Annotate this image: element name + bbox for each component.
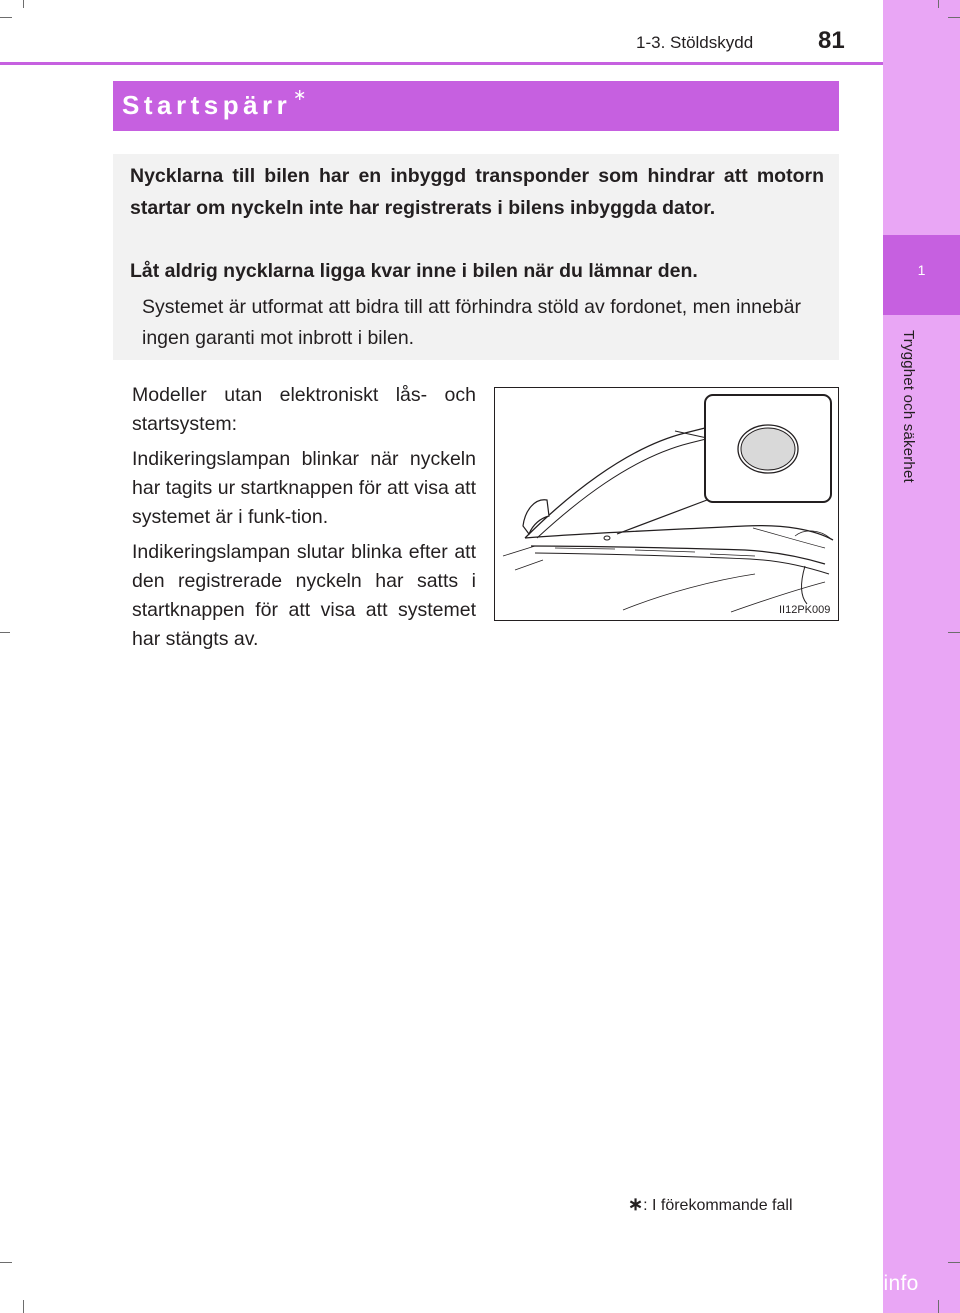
illustration-code: II12PK009 [779,604,831,616]
chapter-number-tab[interactable]: 1 [883,235,960,315]
crop-mark [0,1262,12,1263]
crop-mark [23,0,24,8]
footnote [628,1194,793,1215]
body-paragraph: Indikeringslampan slutar blinka efter att den registrerade nyckeln har satts i startknappen för att visa att systemet har stängts av. [132,541,476,650]
intro-box [113,154,839,360]
crop-mark [948,632,960,633]
page-title: Startspärr [122,90,292,120]
intro-bold-paragraph: Nycklarna till bilen har en inbyggd transponder som hindrar att motorn startar om nyckeln inte har registrerats i bilens inbyggda dator. [130,165,824,219]
body-paragraph: Indikeringslampan blinkar när nyckeln har tagits ur startknappen för att visa att systemet är i funk-tion. [132,448,476,528]
crop-mark [0,632,10,633]
crop-mark [938,1300,939,1313]
title-asterisk: ∗ [293,87,307,104]
crop-mark [938,0,939,8]
enlarged-indicator-light-icon [741,428,795,470]
chapter-title-label: Trygghet och säkerhet [900,330,917,483]
body-text-column [132,381,476,660]
intro-warning-paragraph: Låt aldrig nycklarna ligga kvar inne i bilen när du lämnar den. [130,260,698,282]
crop-mark [948,1262,960,1263]
body-paragraph: Modeller utan elektroniskt lås- och startsystem: [132,384,476,435]
dashboard-lower-line [535,553,829,574]
crop-mark [23,1300,24,1313]
indicator-light-icon [604,536,610,540]
section-title: 1-3. Stöldskydd [636,33,754,52]
crop-mark [0,17,12,18]
page-number: 81 [818,27,845,54]
windshield-frame-line [525,428,705,538]
windshield-inner-line [537,438,710,538]
side-mirror-icon [523,500,549,534]
dashboard-top-line [525,526,833,540]
dashboard-drawing [495,388,838,620]
dashboard-edge-line [531,546,825,564]
side-tab-strip [883,0,960,1313]
intro-note-paragraph: Systemet är utformat att bidra till att förhindra stöld av fordonet, men innebär ingen garanti mot inbrott i bilen. [142,296,801,349]
header-divider [0,62,883,65]
crop-mark [948,17,960,18]
footnote-text: : I förekommande fall [643,1197,793,1214]
page-title-bar [113,81,839,131]
footnote-asterisk: ∗ [628,1194,644,1214]
watermark: carmanualsonline.info [708,1272,919,1295]
indicator-light-illustration [494,387,839,621]
